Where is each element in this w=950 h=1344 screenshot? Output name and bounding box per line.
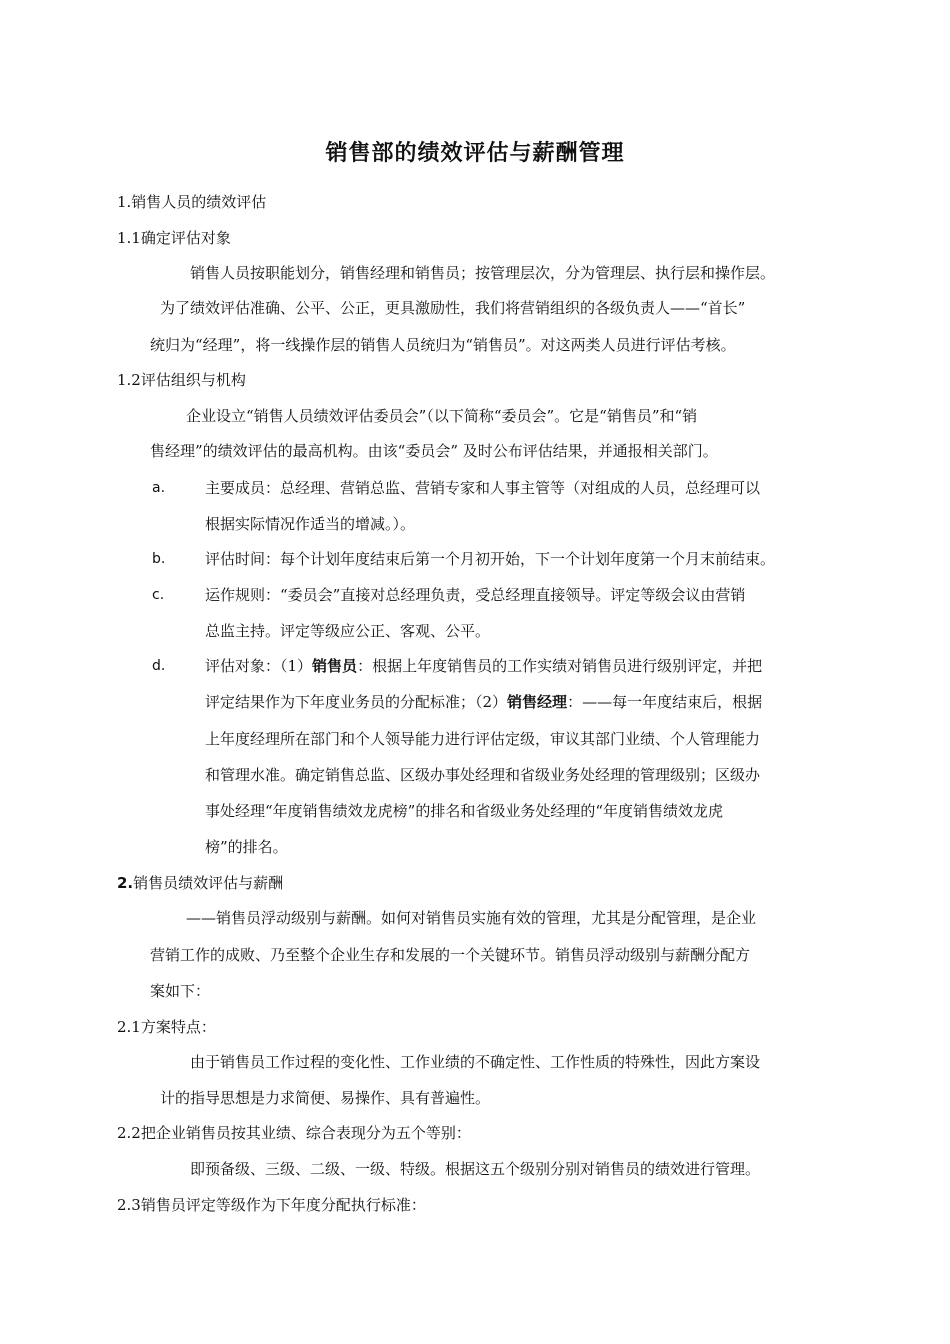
list-item-label: c. [152, 587, 165, 603]
paragraph-line: 为了绩效评估准确、公平、公正，更具激励性，我们将营销组织的各级负责人——“首长” [160, 299, 746, 317]
list-item-text: 主要成员：总经理、营销总监、营销专家和人事主管等（对组成的人员，总经理可以 [205, 479, 761, 497]
section-1-1-heading: 1.1确定评估对象 [117, 229, 231, 247]
list-item-text: 根据实际情况作适当的增减。）。 [205, 515, 416, 533]
section-2-1-heading: 2.1方案特点： [117, 1018, 216, 1036]
list-item-text: 评估时间：每个计划年度结束后第一个月初开始，下一个计划年度第一个月末前结束。 [205, 550, 776, 568]
paragraph-line: 统归为“经理”，将一线操作层的销售人员统归为“销售员”。对这两类人员进行评估考核。 [150, 336, 736, 354]
list-item-text [205, 655, 762, 677]
text-run: ：——每一年度结束后，根据 [567, 693, 763, 711]
section-2-3-heading: 2.3销售员评定等级作为下年度分配执行标准： [117, 1196, 426, 1214]
paragraph-line: ——销售员浮动级别与薪酬。如何对销售员实施有效的管理，尤其是分配管理，是企业 [186, 909, 757, 927]
text-run: 评定结果作为下年度业务员的分配标准；（2） [205, 693, 508, 711]
paragraph-line: 企业设立“销售人员绩效评估委员会”（以下简称“委员会”。它是“销售员”和“销 [186, 407, 698, 425]
list-item-text: 总监主持。评定等级应公正、客观、公平。 [205, 622, 491, 640]
list-item-text: 事处经理“年度销售绩效龙虎榜”的排名和省级业务处经理的“年度销售绩效龙虎 [205, 802, 724, 820]
section-2-2-heading: 2.2把企业销售员按其业绩、综合表现分为五个等别： [117, 1124, 471, 1142]
list-item-text: 榜”的排名。 [205, 838, 288, 856]
section-number: 2. [117, 874, 134, 892]
list-item-text: 运作规则：“委员会”直接对总经理负责，受总经理直接领导。评定等级会议由营销 [205, 586, 746, 604]
document-title: 销售部的绩效评估与薪酬管理 [325, 141, 625, 166]
list-item-label: b. [152, 551, 166, 567]
list-item-text: 和管理水准。确定销售总监、区级办事处经理和省级业务处经理的管理级别；区级办 [205, 766, 761, 784]
list-item-label: a. [152, 480, 166, 496]
paragraph-line: 售经理”的绩效评估的最高机构。由该“委员会” 及时公布评估结果，并通报相关部门。 [150, 442, 718, 460]
bold-term-sales-manager: 销售经理 [507, 693, 568, 711]
list-item-label: d. [152, 658, 166, 674]
list-item-text [205, 691, 762, 713]
section-title: 销售员绩效评估与薪酬 [133, 874, 284, 892]
section-1-2-heading: 1.2评估组织与机构 [117, 371, 246, 389]
list-item-text: 上年度经理所在部门和个人领导能力进行评估定级，审议其部门业绩、个人管理能力 [205, 730, 761, 748]
paragraph-line: 由于销售员工作过程的变化性、工作业绩的不确定性、工作性质的特殊性，因此方案设 [190, 1053, 761, 1071]
section-2-heading [117, 872, 283, 894]
paragraph-line: 营销工作的成败、乃至整个企业生存和发展的一个关键环节。销售员浮动级别与薪酬分配方 [150, 946, 751, 964]
paragraph-line: 案如下： [150, 982, 211, 1000]
text-run: ：根据上年度销售员的工作实绩对销售员进行级别评定，并把 [357, 657, 763, 675]
section-1-heading: 1.销售人员的绩效评估 [117, 193, 267, 211]
paragraph-line: 销售人员按职能划分，销售经理和销售员；按管理层次，分为管理层、执行层和操作层。 [190, 264, 776, 282]
paragraph-line: 即预备级、三级、二级、一级、特级。根据这五个级别分别对销售员的绩效进行管理。 [190, 1160, 761, 1178]
text-run: 评估对象：（1） [205, 657, 313, 675]
bold-term-sales-staff: 销售员 [312, 657, 358, 675]
paragraph-line: 计的指导思想是力求简便、易操作、具有普遍性。 [160, 1089, 491, 1107]
